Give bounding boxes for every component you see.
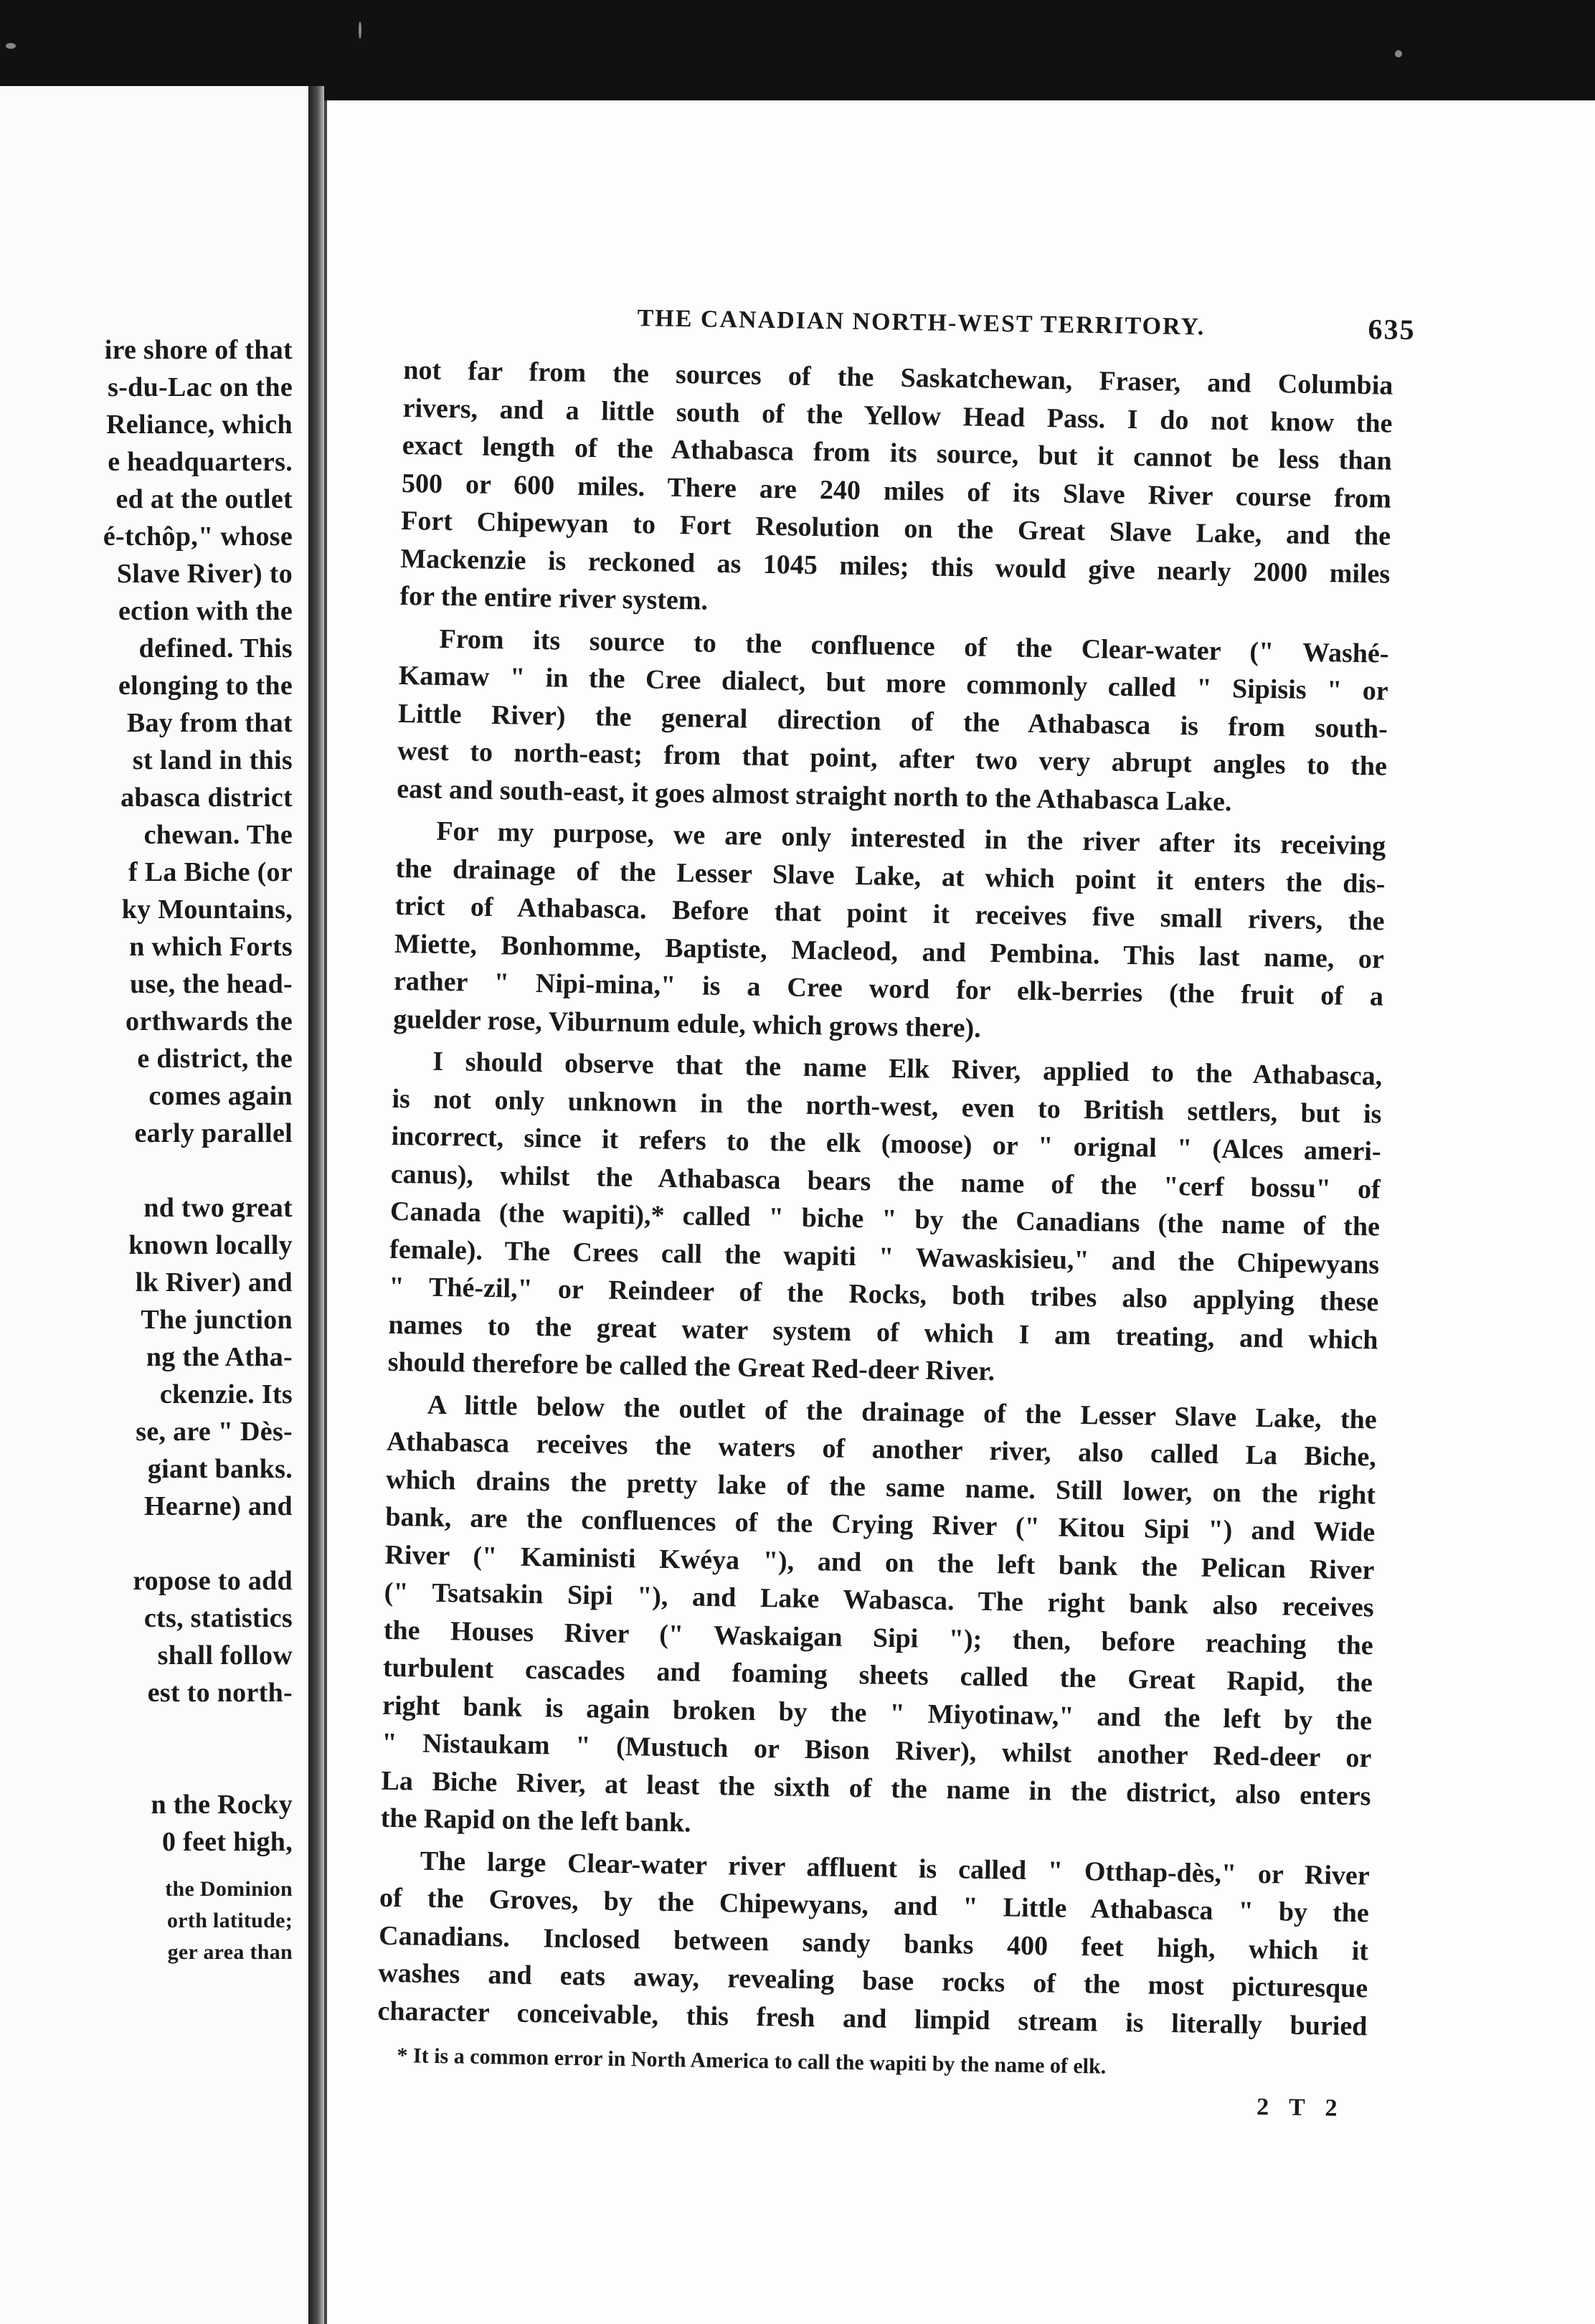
left-page-line: ky Mountains,: [121, 894, 293, 925]
gutter-shadow: [308, 86, 324, 2324]
text-line: for the entire river system.: [399, 580, 709, 616]
text-line: The large Clear-water river affluent is called " Otthap-dès," or River: [420, 1846, 1371, 1891]
text-line: 500 or 600 miles. There are 240 miles of its Slave River course from: [401, 468, 1392, 514]
text-line: the Rapid on the left bank.: [380, 1803, 691, 1838]
left-page-line: é-tchôp," whose: [103, 521, 293, 552]
left-page-line: ng the Atha-: [146, 1342, 293, 1372]
left-page: [0, 86, 308, 2324]
text-line: the Houses River (" Waskaigan Sipi "); then, before reaching the: [383, 1615, 1374, 1661]
left-page-line: est to north-: [147, 1678, 293, 1708]
left-footnote-line: the Dominion: [165, 1877, 293, 1901]
body-text: [377, 351, 1393, 2045]
paragraph: [399, 351, 1393, 630]
text-line: Little River) the general direction of the Athabasca is from south-: [397, 698, 1388, 745]
text-line: " Nistaukam " (Mustuch or Bison River), whilst another Red-deer or: [382, 1727, 1372, 1774]
text-line: Fort Chipewyan to Fort Resolution on the Great Slave Lake, and the: [400, 505, 1391, 552]
left-page-line: ire shore of that: [104, 335, 293, 365]
running-head-title: THE CANADIAN NORTH-WEST TERRITORY.: [637, 305, 1206, 341]
left-page-line: lk River) and: [135, 1267, 293, 1298]
paragraph: [397, 619, 1389, 823]
text-line: east and south-east, it goes almost straight north to the Athabasca Lake.: [396, 773, 1232, 817]
left-page-line: giant banks.: [147, 1454, 293, 1484]
page-body: [376, 301, 1416, 2122]
text-line: not far from the sources of the Saskatchewan, Fraser, and Columbia: [403, 354, 1393, 401]
left-page-line: [103, 1152, 293, 1189]
left-page-line: e district, the: [137, 1044, 293, 1074]
left-page-text: [103, 331, 293, 1968]
text-line: La Biche River, at least the sixth of the name in the district, also enters: [381, 1765, 1371, 1811]
text-line: of the Groves, by the Chipewyans, and " Little Athabasca " by the: [379, 1882, 1370, 1929]
right-page: [324, 100, 1595, 2324]
text-line: the drainage of the Lesser Slave Lake, at which point it enters the dis-: [395, 853, 1386, 899]
text-line: turbulent cascades and foaming sheets called the Great Rapid, the: [382, 1652, 1373, 1699]
text-line: right bank is again broken by the " Miyotinaw," and the left by the: [382, 1690, 1373, 1736]
text-line: rather " Nipi-mina," is a Cree word for elk-berries (the fruit of a: [393, 965, 1384, 1012]
text-line: " Thé-zil," or Reindeer of the Rocks, both tribes also applying these: [389, 1271, 1379, 1318]
text-line: Mackenzie is reckoned as 1045 miles; this would give nearly 2000 miles: [400, 543, 1391, 590]
scan-speck: [1395, 50, 1402, 57]
left-page-line: [103, 1711, 293, 1749]
paragraph: [380, 1385, 1377, 1853]
left-page-line: ropose to add: [133, 1566, 293, 1596]
left-page-line: st land in this: [132, 745, 293, 775]
page-edge: [324, 100, 327, 2324]
left-page-line: The junction: [141, 1305, 293, 1335]
left-page-line: defined. This: [138, 633, 293, 663]
left-page-line: Hearne) and: [143, 1491, 293, 1521]
left-page-line: e headquarters.: [108, 447, 293, 477]
left-page-line: comes again: [148, 1081, 293, 1111]
left-page-line: orthwards the: [126, 1006, 293, 1036]
text-line: washes and eats away, revealing base rocks of the most picturesque: [378, 1957, 1368, 2004]
left-page-line: abasca district: [120, 783, 293, 813]
footnote: * It is a common error in North America to call the wapiti by the name of elk.: [397, 2044, 1107, 2079]
left-page-line: f La Biche (or: [128, 857, 293, 887]
left-page-line: use, the head-: [130, 969, 293, 999]
text-line: I should observe that the name Elk River, applied to the Athabasca,: [432, 1046, 1383, 1092]
left-page-line: nd two great: [143, 1193, 293, 1223]
text-line: exact length of the Athabasca from its source, but it cannot be less than: [402, 430, 1393, 476]
page-number: 635: [1368, 313, 1416, 346]
text-line: Miette, Bonhomme, Baptiste, Macleod, and Pembina. This last name, or: [394, 928, 1385, 975]
text-line: incorrect, since it refers to the elk (moose) or " orignal " (Alces ameri-: [391, 1120, 1381, 1167]
left-page-line: se, are " Dès-: [136, 1417, 293, 1447]
text-line: River (" Kaministi Kwéya "), and on the left bank the Pelican River: [384, 1539, 1375, 1585]
left-page-line: shall follow: [157, 1640, 293, 1671]
text-line: trict of Athabasca. Before that point it receives five small rivers, the: [394, 890, 1385, 937]
text-line: character conceivable, this fresh and limpid stream is literally buried: [377, 1995, 1368, 2041]
text-line: should therefore be called the Great Red-deer River.: [387, 1346, 995, 1387]
left-page-line: cts, statistics: [143, 1603, 293, 1633]
text-line: guelder rose, Viburnum edule, which grows there).: [392, 1003, 982, 1044]
paragraph: [387, 1042, 1382, 1397]
scan-speck: [359, 22, 361, 39]
left-page-line: n the Rocky: [151, 1790, 293, 1820]
left-page-line: Bay from that: [126, 708, 293, 738]
paragraph: [393, 812, 1386, 1054]
left-page-line: chewan. The: [143, 820, 293, 850]
text-line: A little below the outlet of the drainage of the Lesser Slave Lake, the: [427, 1389, 1378, 1435]
left-page-line: [103, 1749, 293, 1786]
text-line: Athabasca receives the waters of another river, also called La Biche,: [386, 1426, 1377, 1473]
text-line: female). The Crees call the wapiti " Wawaskisieu," and the Chipewyans: [389, 1234, 1380, 1280]
left-page-line: [103, 1525, 293, 1562]
left-page-line: Reliance, which: [106, 410, 293, 440]
left-footnote-line: orth latitude;: [166, 1909, 293, 1932]
left-page-line: n which Forts: [129, 932, 293, 962]
text-line: canus), whilst the Athabasca bears the name of the "cerf bossu" of: [390, 1158, 1381, 1205]
signature-mark: 2 T 2: [1256, 2093, 1345, 2122]
left-page-line: ckenzie. Its: [159, 1379, 293, 1409]
text-line: west to north-east; from that point, after two very abrupt angles to the: [397, 735, 1388, 782]
left-page-line: known locally: [128, 1230, 293, 1260]
text-line: Kamaw " in the Cree dialect, but more commonly called " Sipisis " or: [398, 660, 1388, 707]
paragraph: [377, 1841, 1370, 2045]
text-line: (" Tsatsakin Sipi "), and Lake Wabasca. The right bank also receives: [384, 1577, 1374, 1623]
text-line: is not only unknown in the north-west, even to British settlers, but is: [392, 1083, 1382, 1130]
text-line: For my purpose, we are only interested in the river after its receiving: [436, 816, 1386, 861]
left-page-line: Slave River) to: [116, 559, 293, 589]
text-line: bank, are the confluences of the Crying River (" Kitou Sipi ") and Wide: [385, 1501, 1376, 1548]
left-page-footnote: [103, 1874, 293, 1968]
left-page-line: 0 feet high,: [162, 1827, 293, 1857]
text-line: Canada (the wapiti),* called " biche " by the Canadians (the name of the: [389, 1196, 1381, 1242]
scan-speck: [6, 43, 16, 49]
left-page-line: ed at the outlet: [115, 484, 293, 514]
text-line: which drains the pretty lake of the same name. Still lower, on the right: [385, 1464, 1376, 1510]
text-line: Canadians. Inclosed between sandy banks 400 feet high, which it: [378, 1920, 1369, 1966]
left-page-line: ection with the: [118, 596, 293, 626]
text-line: rivers, and a little south of the Yellow Head Pass. I do not know the: [402, 392, 1393, 439]
left-footnote-line: ger area than: [167, 1940, 293, 1964]
left-page-line: elonging to the: [118, 671, 293, 701]
left-page-line: s-du-Lac on the: [108, 372, 293, 402]
left-page-line: early parallel: [134, 1118, 293, 1148]
text-line: From its source to the confluence of the Clear-water (" Washé-: [439, 623, 1389, 669]
text-line: names to the great water system of which I am treating, and which: [388, 1309, 1378, 1355]
